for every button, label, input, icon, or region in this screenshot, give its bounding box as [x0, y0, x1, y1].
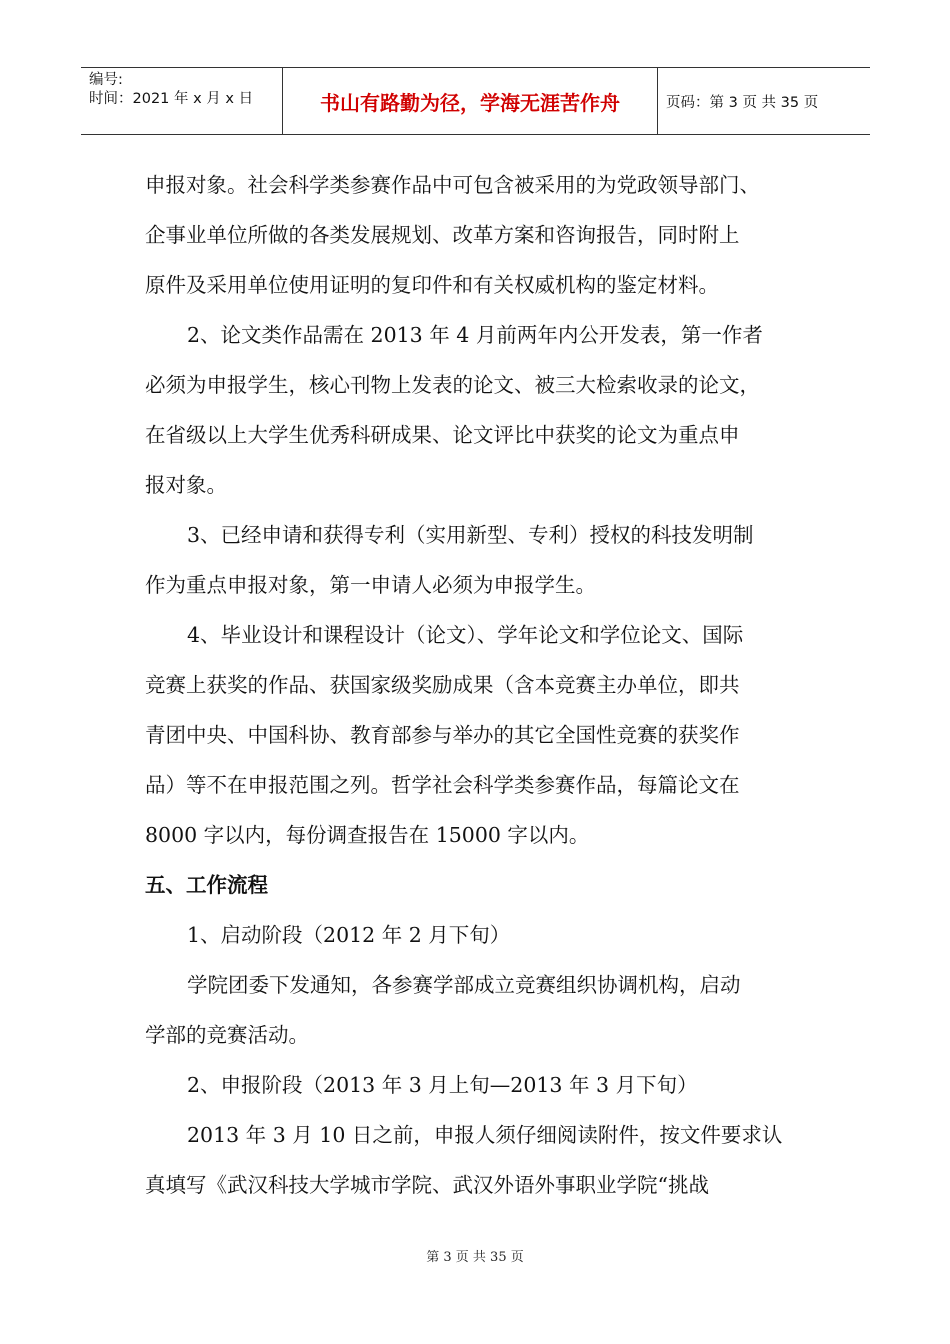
body-line: 3、已经申请和获得专利（实用新型、专利）授权的科技发明制 — [187, 523, 754, 547]
header-meta — [81, 68, 283, 134]
body-line: 原件及采用单位使用证明的复印件和有关权威机构的鉴定材料。 — [145, 273, 719, 297]
header-number-label: 编号: — [89, 72, 123, 88]
body-line: 作为重点申报对象，第一申请人必须为申报学生。 — [145, 573, 596, 597]
body-line: 必须为申报学生，核心刊物上发表的论文、被三大检索收录的论文， — [145, 373, 760, 397]
body-line: 2、论文类作品需在 2013 年 4 月前两年内公开发表，第一作者 — [187, 323, 763, 347]
body-line: 2013 年 3 月 10 日之前，申报人须仔细阅读附件，按文件要求认 — [187, 1123, 783, 1147]
header-page-label: 页码：第 3 页 共 35 页 — [666, 94, 819, 111]
body-line: 竞赛上获奖的作品、获国家级奖励成果（含本竞赛主办单位，即共 — [145, 673, 740, 697]
page-header — [81, 67, 870, 135]
body-line: 申报对象。社会科学类参赛作品中可包含被采用的为党政领导部门、 — [145, 173, 760, 197]
body-line: 2、申报阶段（2013 年 3 月上旬—2013 年 3 月下旬） — [187, 1073, 698, 1097]
body-line: 青团中央、中国科协、教育部参与举办的其它全国性竞赛的获奖作 — [145, 723, 740, 747]
body-line: 企事业单位所做的各类发展规划、改革方案和咨询报告，同时附上 — [145, 223, 740, 247]
body-line: 在省级以上大学生优秀科研成果、论文评比中获奖的论文为重点申 — [145, 423, 740, 447]
body-line: 报对象。 — [145, 473, 227, 497]
header-motto: 书山有路勤为径，学海无涯苦作舟 — [283, 68, 658, 134]
page-footer: 第 3 页 共 35 页 — [426, 1250, 524, 1265]
body-line: 4、毕业设计和课程设计（论文）、学年论文和学位论文、国际 — [187, 623, 744, 647]
document-body — [145, 160, 810, 1210]
header-time-label: 时间：2021 年 x 月 x 日 — [89, 91, 254, 107]
section-heading: 五、工作流程 — [145, 873, 268, 897]
body-line: 品）等不在申报范围之列。哲学社会科学类参赛作品，每篇论文在 — [145, 773, 740, 797]
body-line: 学部的竞赛活动。 — [145, 1023, 309, 1047]
body-line: 真填写《武汉科技大学城市学院、武汉外语外事职业学院“挑战 — [145, 1173, 709, 1197]
body-line: 学院团委下发通知，各参赛学部成立竞赛组织协调机构，启动 — [187, 973, 741, 997]
body-line: 8000 字以内，每份调查报告在 15000 字以内。 — [145, 823, 590, 847]
body-line: 1、启动阶段（2012 年 2 月下旬） — [187, 923, 511, 947]
